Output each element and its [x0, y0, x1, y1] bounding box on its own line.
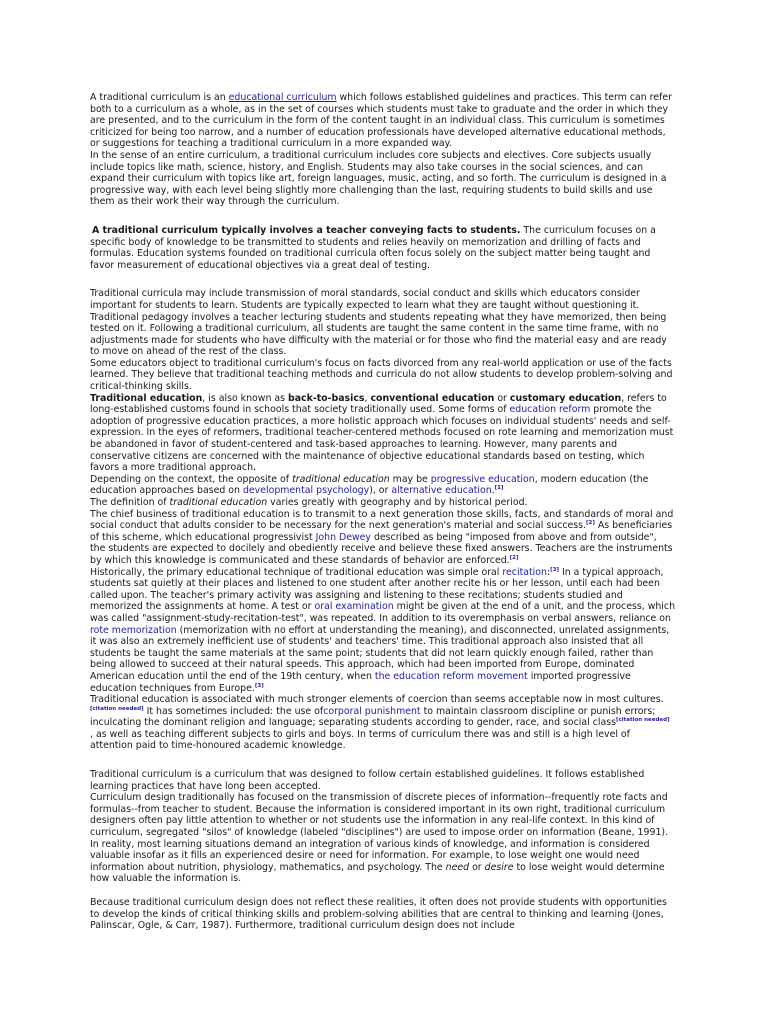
- text: imported progressive education techniques from Europe.: [90, 670, 631, 694]
- bold-text: back-to-basics: [287, 392, 365, 404]
- text: may be: [389, 473, 431, 485]
- link-recitation[interactable]: recitation: [502, 566, 547, 578]
- paragraph-because: Because traditional curriculum design does not reflect these realities, it often does not provide students with opportunities to develop the kinds of critical thinking skills and problem-solving abilities that are central to thinking and learning (Jones, Palinscar, Ogle, & Carr, 1987). Furthermore, traditional curriculum design does not include: [90, 897, 667, 932]
- bold-text: Traditional education: [90, 392, 203, 404]
- text: , is also known as: [202, 392, 288, 404]
- paragraph-educators-object: Some educators object to traditional curriculum's focus on facts divorced from any real-world application or use of the facts learned. They believe that traditional teaching methods and curricula do not allow students to develop problem-solving and critical-thinking skills.: [90, 357, 673, 393]
- text: or: [494, 392, 510, 404]
- italic-text: desire: [484, 861, 514, 873]
- text: ,: [364, 392, 371, 404]
- citation-ref[interactable]: [3]: [550, 566, 559, 573]
- paragraph-intro: [90, 92, 675, 150]
- text: , refers to long-established customs found in schools that society traditionally used. Some forms of: [90, 392, 667, 416]
- paragraph-coercion: [90, 694, 675, 752]
- text: ), or: [369, 485, 392, 497]
- link-education-reform[interactable]: education reform: [509, 404, 591, 416]
- text: Depending on the context, the opposite of: [90, 473, 293, 485]
- link-john-dewey[interactable]: John Dewey: [315, 531, 371, 543]
- citation-needed[interactable]: [citation needed]: [90, 705, 144, 712]
- paragraph-curriculum-design: Curriculum design traditionally has focused on the transmission of discrete pieces of information--frequently rote facts and formulas--from teacher to student. Because the information is considered important in its own right, traditional curriculum designers often pay little attention to whether or not students use the information in any real-life context. In this kind of curriculum, segregated "silos" of knowledge (labeled "disciplines") are used to impose order on information (Beane, 1991).: [90, 792, 669, 839]
- link-educational-curriculum[interactable]: educational curriculum: [228, 92, 337, 103]
- text: or: [469, 861, 485, 873]
- paragraph-chief-business: [90, 509, 675, 567]
- citation-ref[interactable]: [2]: [509, 554, 519, 561]
- text: :: [546, 566, 551, 578]
- text: .: [491, 485, 495, 497]
- paragraph-traditional-education: [90, 393, 675, 474]
- document-page: [90, 92, 675, 932]
- link-corporal-punishment[interactable]: corporal punishment: [323, 705, 421, 717]
- text: , as well as teaching different subjects to girls and boys. In terms of curriculum there was and still is a high level of attention paid to time-honoured academic knowledge.: [90, 728, 630, 752]
- paragraph-teacher-facts: [90, 225, 675, 271]
- link-progressive-education[interactable]: progressive education: [430, 473, 535, 485]
- italic-text: traditional education: [292, 473, 390, 485]
- italic-text: need: [445, 861, 470, 873]
- paragraph-entire-curriculum: In the sense of an entire curriculum, a traditional curriculum includes core subjects and electives. Core subjects usually include topics like math, science, history, and English. Students may also take courses in the social sciences, and can expand their curriculum with topics like art, foreign languages, music, acting, and so forth. The curriculum is designed in a progressive way, with each level being slightly more challenging than the last, requiring students to build skills and use them as their work their way through the curriculum.: [90, 149, 667, 208]
- text: Traditional education is associated with much stronger elements of coercion than seems acceptable now in most cultures.: [90, 694, 664, 706]
- link-developmental-psychology[interactable]: developmental psychology: [242, 485, 370, 497]
- text: The chief business of traditional education is to transmit to a next generation those skills, facts, and standards of moral and social conduct that adults consider to be necessary for the next generation's material and social success.: [90, 508, 674, 532]
- text: The curriculum focuses on a specific body of knowledge to be transmitted to students and relies heavily on memorization and drilling of facts and formulas. Education systems founded on traditional curricula often focus solely on the subject matter being taught and favor measurement of educational objectives via a great deal of testing.: [90, 224, 656, 271]
- text: The definition of: [90, 497, 170, 508]
- text: As beneficiaries of this scheme, which educational progressivist: [90, 520, 673, 543]
- link-alternative-education[interactable]: alternative education: [391, 485, 492, 497]
- text: to maintain classroom discipline or punish errors; inculcating the dominant religion and language; separating students according to gender, race, and social class: [90, 705, 656, 729]
- text: which follows established guidelines and practices. This term can refer both to a curriculum as a whole, as in the set of courses which students must take to graduate and the order in which they are presented, and to the curriculum in the form of the content taught in an individual class. This curriculum is sometimes criticized for being too narrow, and a number of education professionals have developed alternative educational methods, or suggestions for teaching a traditional curriculum in a more expanded way.: [90, 92, 672, 150]
- text: (memorization with no effort at understanding the meaning), and disconnected, unrelated assignments, it was also an extremely inefficient use of students' and teachers' time. This traditional approach also insisted that all students be taught the same materials at the same point; students that did not learn quickly enough failed, rather than being allowed to succeed at their natural speeds. This approach, which had been imported from Europe, dominated American education until the end of the 19th century, when: [90, 624, 670, 682]
- link-rote-memorization[interactable]: rote memorization: [90, 624, 177, 636]
- text: In reality, most learning situations demand an integration of various kinds of knowledge, and information is considered valuable insofar as it fills an experienced desire or need for information. For example, to lose weight one would need information about nutrition, physiology, mathematics, and psychology. The: [90, 838, 650, 873]
- bold-text: conventional education: [370, 392, 495, 404]
- paragraph-moral-standards: Traditional curricula may include transmission of moral standards, social conduct and skills which educators consider important for students to learn. Students are typically expected to learn what they are taught without questioning it. Traditional pedagogy involves a teacher lecturing students and students repeating what they have memorized, then being tested on it. Following a traditional curriculum, all students are taught the same content in the same time frame, with no adjustments made for students who have difficulty with the material or for those who find the material easy and are ready to move on ahead of the rest of the class.: [90, 288, 667, 358]
- text: might be given at the end of a unit, and the process, which was called "assignment-study-recitation-test", was repeated. In addition to its overemphasis on verbal answers, reliance on: [90, 601, 676, 624]
- italic-text: traditional education: [169, 497, 268, 508]
- text: A traditional curriculum is an: [90, 92, 229, 103]
- text: , modern education (the education approaches based on: [90, 473, 649, 497]
- link-education-reform-movement[interactable]: the education reform movement: [374, 670, 528, 682]
- paragraph-historically: [90, 567, 675, 695]
- text: to lose weight would determine how valuable the information is.: [90, 861, 665, 885]
- citation-ref[interactable]: [2]: [586, 520, 595, 527]
- text: It has sometimes included: the use of: [143, 705, 324, 717]
- bold-text: A traditional curriculum typically involves a teacher conveying facts to students.: [92, 224, 521, 236]
- text: promote the adoption of progressive education practices, a more holistic approach which focuses on individual students' needs and self-expression. In the eyes of reformers, traditional teacher-centered methods focused on rote learning and memorization must be abandoned in favor of student-centered and task-based approaches to learning. However, many parents and conservative citizens are concerned with the maintenance of objective educational standards based on testing, which favors a more traditional approach.: [90, 404, 674, 474]
- text: described as being "imposed from above and from outside", the students are expected to docilely and obediently receive and believe these fixed answers. Teachers are the instruments by which this knowledge is communicated and these standards of behavior are enforced.: [90, 531, 673, 566]
- paragraph-definition: [90, 497, 675, 509]
- paragraph-designed-guidelines: Traditional curriculum is a curriculum that was designed to follow certain established guidelines. It follows established learning practices that have long been accepted.: [90, 769, 645, 792]
- paragraph-opposite: [90, 474, 675, 497]
- citation-ref[interactable]: [1]: [494, 485, 504, 492]
- bold-text: customary education: [509, 392, 622, 404]
- link-oral-examination[interactable]: oral examination: [314, 601, 394, 613]
- citation-ref[interactable]: [3]: [254, 682, 264, 689]
- text: In a typical approach, students sat quietly at their places and listened to one student after another recite his or her lesson, until each had been called upon. The teacher's primary activity was assigning and listening to these recitations; students studied and memorized the assignments at home. A test or: [90, 566, 664, 613]
- paragraph-in-reality: [90, 839, 675, 885]
- text: varies greatly with geography and by historical period.: [267, 497, 528, 508]
- text: Historically, the primary educational technique of traditional education was simple oral: [90, 566, 503, 578]
- citation-needed[interactable]: [citation needed]: [616, 717, 670, 724]
